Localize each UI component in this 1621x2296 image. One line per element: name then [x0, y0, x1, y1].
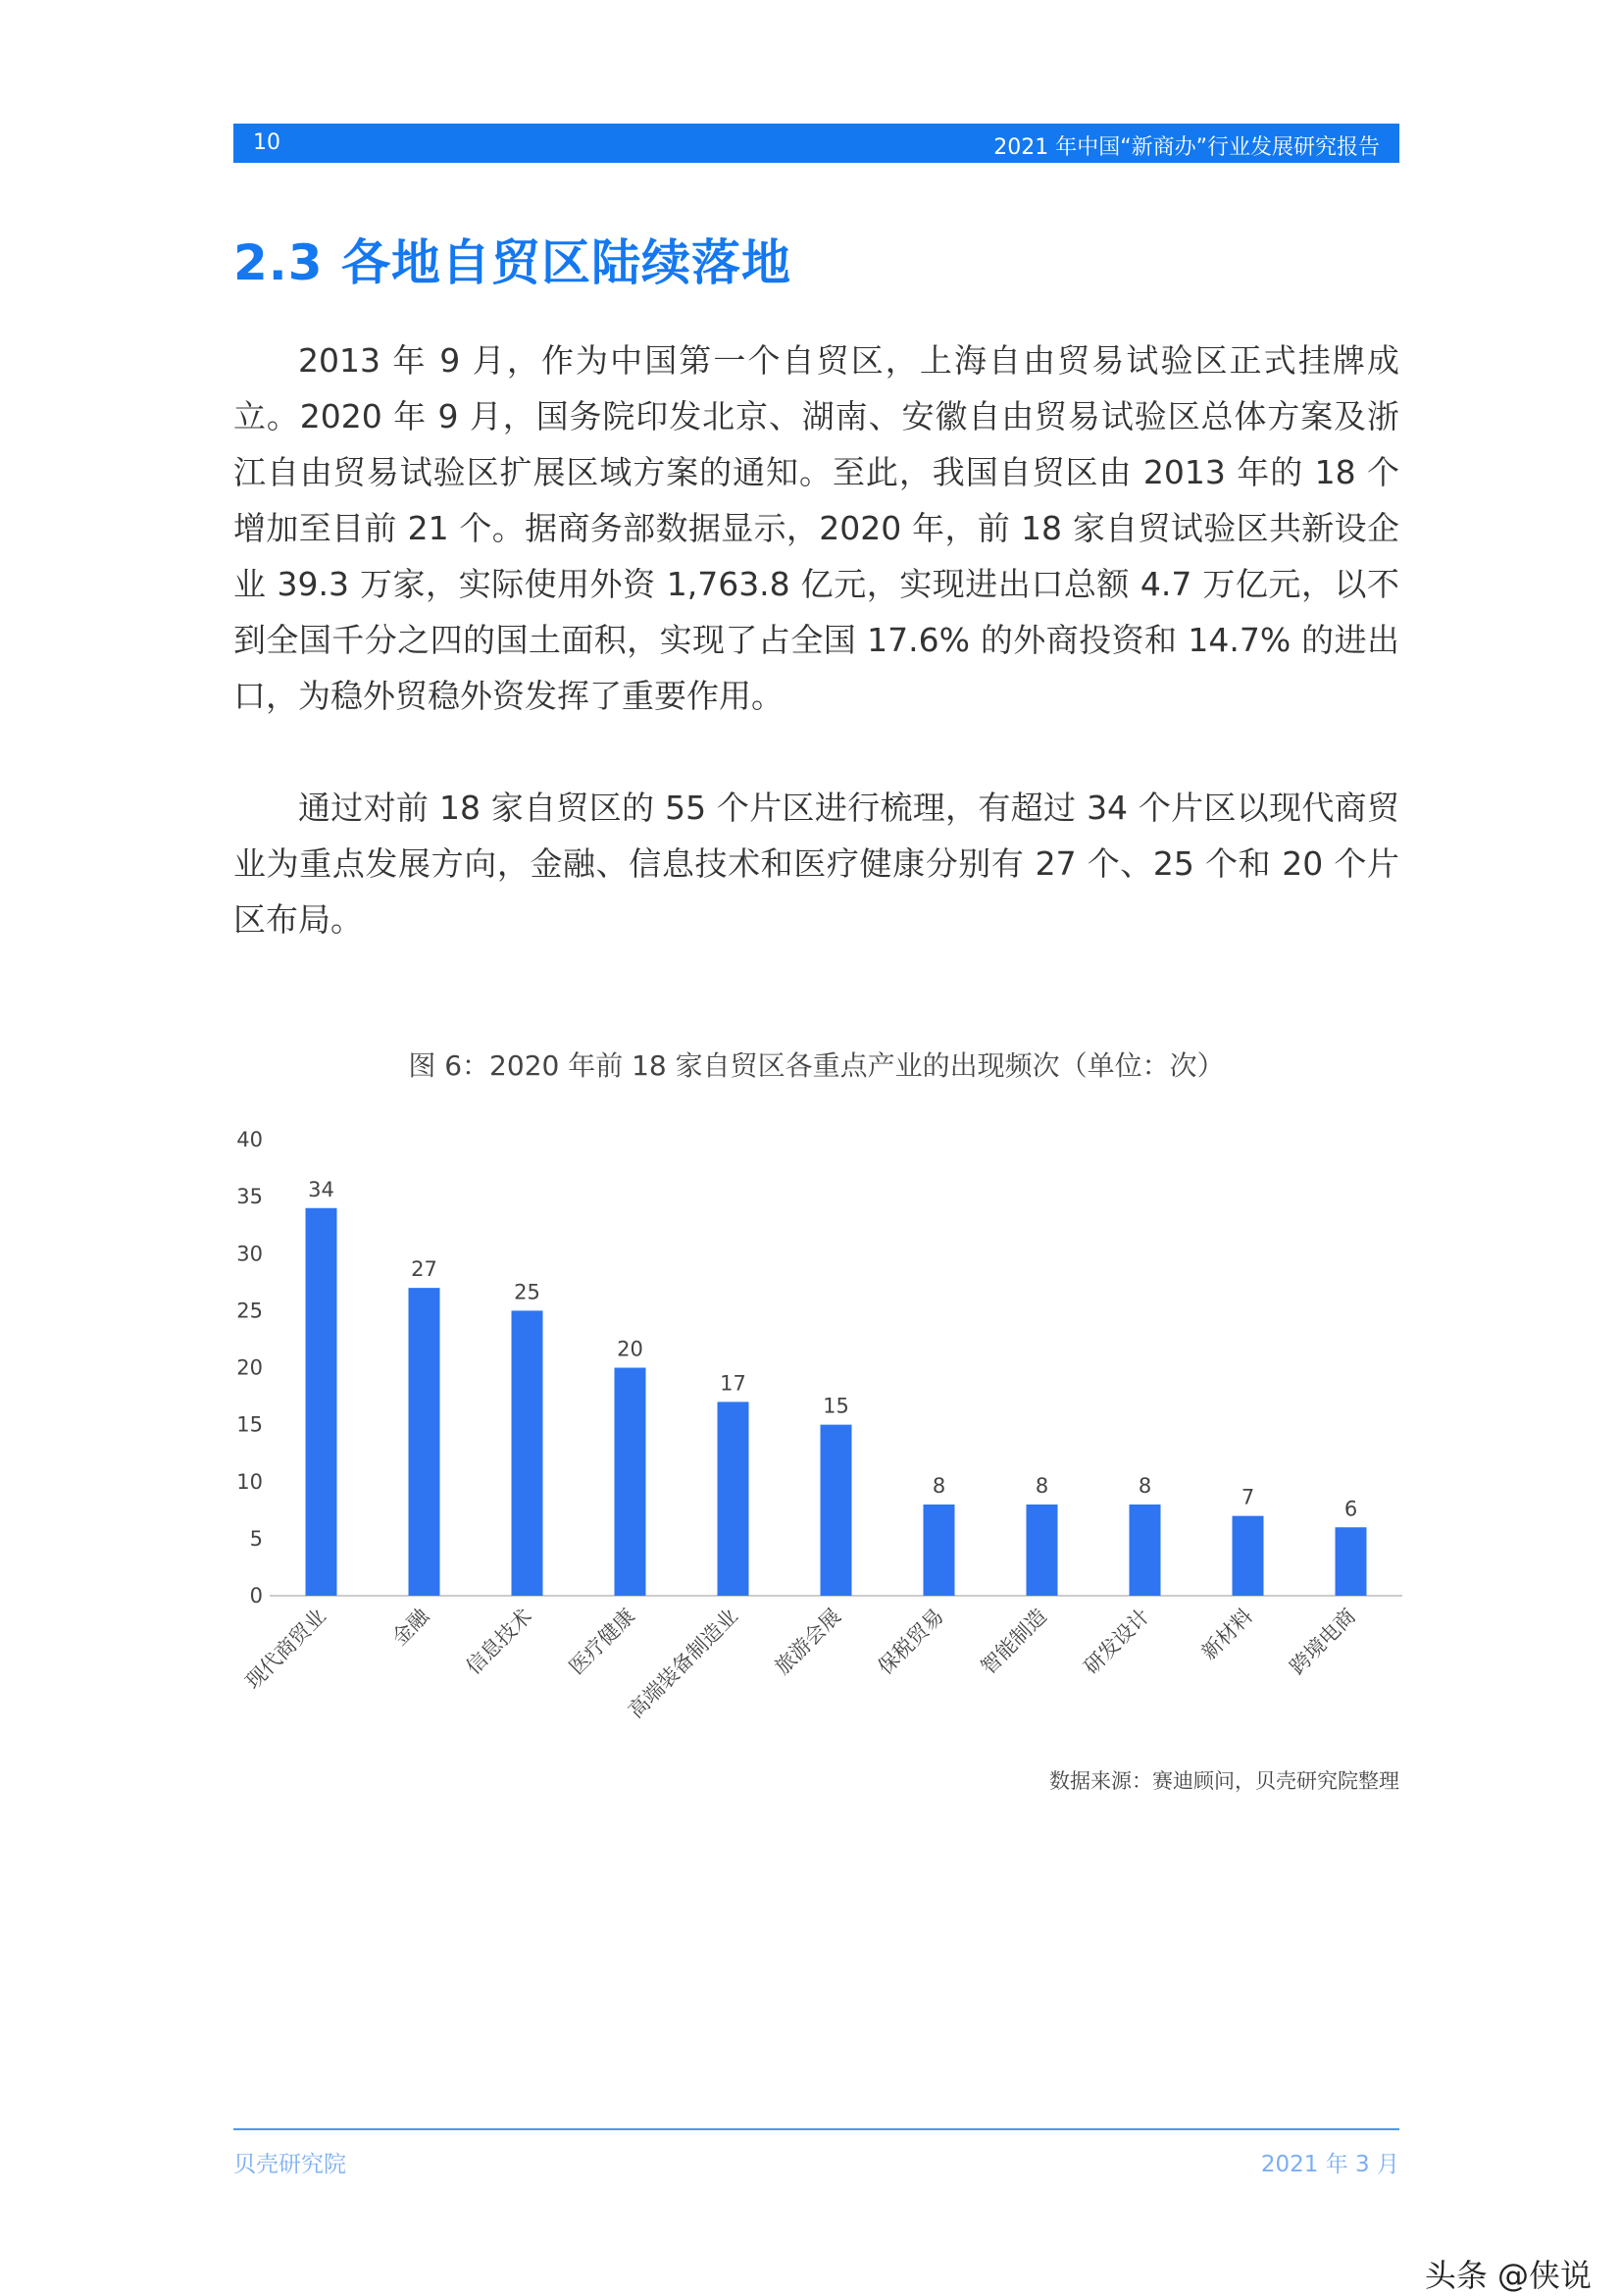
- bar: [512, 1310, 543, 1596]
- bar: [1336, 1527, 1367, 1596]
- x-category-label: 保税贸易: [873, 1604, 949, 1679]
- y-tick-label: 40: [236, 1128, 263, 1151]
- y-tick-label: 30: [236, 1242, 263, 1266]
- x-category-label: 金融: [387, 1604, 434, 1651]
- data-source: 数据来源：赛迪顾问，贝壳研究院整理: [1049, 1769, 1399, 1793]
- bar-value-label: 25: [514, 1280, 540, 1304]
- footer-divider: [233, 2128, 1399, 2130]
- bar-value-label: 6: [1343, 1497, 1358, 1521]
- bar-value-label: 17: [720, 1371, 746, 1396]
- bar: [615, 1368, 646, 1597]
- x-category-label: 跨境电商: [1285, 1604, 1361, 1679]
- bar: [1027, 1505, 1058, 1596]
- footer-org: 贝壳研究院: [233, 2152, 346, 2177]
- page-number: 10: [253, 130, 280, 155]
- bar-value-label: 27: [411, 1257, 437, 1282]
- bar-value-label: 34: [308, 1177, 334, 1201]
- bar: [821, 1425, 852, 1596]
- y-tick-label: 15: [236, 1412, 263, 1437]
- section-title: 2.3 各地自贸区陆续落地: [233, 234, 791, 291]
- bar-value-label: 8: [932, 1474, 946, 1498]
- x-category-label: 信息技术: [461, 1604, 537, 1679]
- x-category-label: 旅游会展: [770, 1604, 846, 1679]
- x-category-label: 研发设计: [1079, 1604, 1155, 1679]
- paragraph-intro: 2013 年 9 月，作为中国第一个自贸区，上海自由贸易试验区正式挂牌成立。2020 年 9 月，国务院印发北京、湖南、安徽自由贸易试验区总体方案及浙江自由贸易试验区扩展区域方案的通知。至此，我国自贸区由 2013 年的 18 个增加至目前 21 个。据商务部数据显示，2020 年，前 18 家自贸试验区共新设企业 39.3 万家，实际使用外资 1,763.8 亿元，实现进出口总额 4.7 万亿元，以不到全国千分之四的国土面积，实现了占全国 17.6% 的外商投资和 14.7% 的进出口，为稳外贸稳外资发挥了重要作用。: [233, 341, 1399, 715]
- bar-value-label: 15: [823, 1394, 849, 1418]
- y-tick-label: 5: [249, 1526, 263, 1551]
- bar-value-label: 20: [617, 1337, 643, 1361]
- paragraph-zones: 通过对前 18 家自贸区的 55 个片区进行梳理，有超过 34 个片区以现代商贸业为重点发展方向，金融、信息技术和医疗健康分别有 27 个、25 个和 20 个片区布局。: [233, 789, 1399, 939]
- bar: [924, 1505, 955, 1596]
- chart-title: 图 6：2020 年前 18 家自贸区各重点产业的出现频次（单位：次）: [408, 1049, 1225, 1082]
- x-category-label: 医疗健康: [564, 1604, 640, 1679]
- watermark: 头条 @侠说: [1424, 2257, 1592, 2294]
- x-category-label: 新材料: [1196, 1604, 1258, 1665]
- bar: [306, 1208, 337, 1596]
- y-tick-label: 20: [236, 1355, 263, 1380]
- bar: [718, 1402, 749, 1596]
- header-bar: [233, 124, 1399, 163]
- bar: [1233, 1516, 1264, 1596]
- y-tick-label: 0: [249, 1584, 263, 1607]
- report-title: 2021 年中国“新商办”行业发展研究报告: [993, 135, 1380, 160]
- y-tick-label: 25: [236, 1299, 263, 1323]
- x-category-label: 智能制造: [976, 1604, 1052, 1679]
- bar-value-label: 8: [1138, 1474, 1152, 1498]
- bar-value-label: 8: [1035, 1474, 1049, 1498]
- bar: [1130, 1505, 1161, 1596]
- y-tick-label: 35: [236, 1185, 263, 1209]
- x-category-label: 现代商贸业: [240, 1604, 331, 1694]
- x-category-label: 高端装备制造业: [624, 1604, 743, 1723]
- bar: [409, 1288, 440, 1596]
- bar-value-label: 7: [1241, 1485, 1255, 1509]
- bar-chart: [216, 1118, 1412, 1765]
- y-tick-label: 10: [236, 1469, 263, 1494]
- footer-date: 2021 年 3 月: [1260, 2152, 1399, 2177]
